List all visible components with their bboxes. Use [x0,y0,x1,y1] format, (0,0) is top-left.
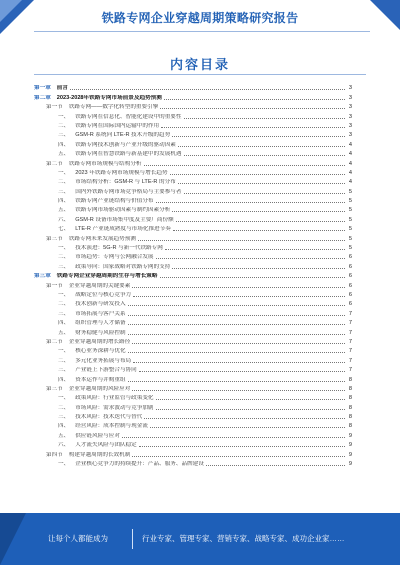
toc-entry[interactable] [34,458,352,467]
report-title: 铁路专网企业穿越周期策略研究报告 [101,11,299,25]
toc-entry-label [46,104,158,110]
toc-entry-number: 一、 [58,291,70,298]
toc-entry[interactable] [34,373,352,382]
toc-leader-dots [133,296,345,297]
toc-entry-text: 铁路专网产业链结构与价值分布 [75,198,154,205]
footer-divider [132,529,133,549]
toc-entry[interactable] [34,448,352,457]
toc-page-number: 3 [348,104,352,111]
toc-leader-dots [156,399,345,400]
toc-entry-number: 二、 [58,179,70,186]
toc-page-number: 9 [348,451,352,458]
toc-entry-text: 国内外铁路专网市场竞争格局与主要参与者 [75,188,182,195]
toc-entry[interactable] [34,232,352,241]
toc-leader-dots [172,211,345,212]
toc-leader-dots [184,155,346,156]
toc-entry-text: 技术风险：技术迭代与替代 [75,414,143,421]
toc-entry-number: 二、 [58,301,70,308]
toc-leader-dots [206,465,345,466]
toc-entry-number: 二、 [58,254,70,261]
toc-entry-label [58,367,137,373]
toc-entry-label [58,198,154,204]
toc-entry-number: 第二节 [46,338,63,345]
toc-entry-text: 企业核心竞争力的持续提升：产品、服务、品牌建设 [75,461,204,468]
toc-entry[interactable] [34,129,352,138]
toc-entry-text: 战略定位与核心竞争力 [75,291,132,298]
toc-entry-text: 铁路专网未来发展趋势预测 [68,235,136,242]
toc-entry-number: 一、 [58,169,70,176]
toc-entry-label [34,95,162,101]
toc-entry-label [58,264,170,270]
toc-entry-label [58,123,159,129]
toc-leader-dots [132,456,345,457]
toc-page-number: 4 [348,160,352,167]
toc-leader-dots [156,202,345,203]
toc-entry[interactable] [34,204,352,213]
toc-leader-dots [165,249,345,250]
toc-entry-label [58,151,182,157]
toc-page-number: 5 [348,235,352,242]
toc-entry-label [34,273,158,279]
toc-entry-number: 四、 [58,198,70,205]
toc-entry[interactable] [34,429,352,438]
toc-entry-label [58,179,176,185]
toc-entry-label [58,132,170,138]
toc-entry-number: 第三节 [46,385,63,392]
toc-entry-number: 五、 [58,151,70,158]
toc-entry-number: 四、 [58,423,70,430]
toc-entry[interactable] [34,110,352,119]
toc-entry-text: 市场拓展与客户关系 [75,310,126,317]
toc-entry-text: 经营风险：成本控制与现金流 [75,423,148,430]
toc-entry-text: 市场结构分析：GSM-R 与 LTE-R 的分布 [75,179,176,186]
toc-entry-text: 技术演进：5G-R 与新一代铁路专网 [75,245,163,252]
toc-entry-number: 三、 [58,414,70,421]
toc-entry[interactable] [34,91,352,100]
toc-entry-label [58,292,131,298]
toc-page-number: 5 [348,207,352,214]
toc-page-number: 8 [348,423,352,430]
toc-entry[interactable] [34,167,352,176]
toc-leader-dots [184,193,346,194]
toc-page-number: 3 [348,85,352,92]
toc-entry[interactable] [34,307,352,316]
toc-leader-dots [138,240,345,241]
toc-entry[interactable] [34,317,352,326]
toc-entry-text: 铁路专网——数字化转型的重要引擎 [68,104,159,111]
toc-entry-text: 2023-2028年铁路专网市场前景及趋势预测 [56,94,162,101]
toc-page-number: 7 [348,348,352,355]
toc-entry-label [58,433,120,439]
toc-page-number: 4 [348,141,352,148]
toc-leader-dots [170,174,345,175]
toc-page-number: 3 [348,132,352,139]
toc-entry[interactable] [34,270,352,279]
toc-leader-dots [172,268,345,269]
toc-entry[interactable] [34,148,352,157]
toc-entry-text: 2023 年铁路专网市场规模与增长趋势 [75,169,168,176]
toc-page-number: 7 [348,338,352,345]
toc-entry-number: 第一节 [46,282,63,289]
toc-entry-number: 一、 [58,395,70,402]
toc-entry-text: LTE-R 产业链成熟度与市场化推进节奏 [75,226,171,233]
toc-entry-number: 三、 [58,367,70,374]
toc-leader-dots [160,277,346,278]
toc-page-number: 5 [348,216,352,223]
toc-entry-label [58,142,176,148]
toc-entry-text: 供应链风险与应对 [75,432,120,439]
toc-entry-text: 铁路专网在信息化、智能化建设中的重要性 [75,113,182,120]
toc-leader-dots [133,362,345,363]
toc-entry[interactable] [34,326,352,335]
toc-entry-label [46,236,136,242]
toc-entry-number: 第二章 [34,94,51,101]
toc-leader-dots [150,427,345,428]
toc-page-number: 9 [348,461,352,468]
toc-page-number: 9 [348,432,352,439]
toc-entry-text: 组织管理与人才储备 [75,320,126,327]
toc-entry[interactable] [34,392,352,401]
toc-page-number: 3 [348,113,352,120]
toc-entry-label [58,358,131,364]
toc-entry-number: 第二节 [46,160,63,167]
toc-page-number: 5 [348,198,352,205]
toc-leader-dots [70,89,345,90]
toc-entry-number: 二、 [58,122,70,129]
toc-leader-dots [184,118,346,119]
toc-entry-label [58,226,171,232]
toc-entry[interactable] [34,383,352,392]
toc-page-number: 8 [348,414,352,421]
toc-page-number: 3 [348,94,352,101]
toc-entry-number: 五、 [58,207,70,214]
toc-page-number: 3 [348,122,352,129]
toc-entry[interactable] [34,420,352,429]
toc-leader-dots [178,146,345,147]
toc-entry-number: 第一章 [34,85,51,92]
toc-leader-dots [128,381,345,382]
toc-page-number: 6 [348,282,352,289]
toc-entry[interactable] [34,279,352,288]
toc-entry-text: 铁路专网在国际国内运输中的作用 [75,122,160,129]
toc-entry[interactable] [34,289,352,298]
toc-leader-dots [156,258,345,259]
toc-page-number: 8 [348,395,352,402]
toc-entry[interactable] [34,336,352,345]
toc-entry[interactable] [34,176,352,185]
toc-entry-text: 铁路专网市场规模与结构分析 [68,160,142,167]
toc-entry-text: GSM-R 设备市场集中度及主要厂商份额 [75,216,174,223]
toc-entry-number: 二、 [58,404,70,411]
toc-leader-dots [172,136,345,137]
toc-entry-number: 二、 [58,357,70,364]
toc-entry-label [58,217,174,223]
toc-page-number: 8 [348,404,352,411]
toc-entry[interactable] [34,345,352,354]
toc-page-number: 6 [348,291,352,298]
toc-entry-label [58,377,126,383]
footer-corner-decoration [0,513,26,565]
toc-leader-dots [161,127,345,128]
page-header [0,0,400,34]
toc-entry-label [58,405,154,411]
toc-leader-dots [128,334,345,335]
toc-leader-dots [128,315,345,316]
toc-entry-text: 资本运作与并购重组 [75,376,126,383]
toc-entry-number: 一、 [58,113,70,120]
toc-leader-dots [173,230,345,231]
toc-entry-label [46,161,142,167]
toc-entry-number: 六、 [58,216,70,223]
toc-leader-dots [176,221,345,222]
toc-leader-dots [122,437,345,438]
toc-entry[interactable] [34,242,352,251]
toc-entry-number: 七、 [58,226,70,233]
toc-leader-dots [132,343,345,344]
toc-page-number: 5 [348,226,352,233]
toc-page-number: 6 [348,254,352,261]
toc-entry-text: 铁路专网在智慧铁路与新基建中的发展机遇 [75,151,182,158]
toc-entry-label [58,461,204,467]
toc-leader-dots [128,352,345,353]
footer-slogan-lead: 让每个人都能成为 [48,534,108,543]
toc-entry-label [46,452,130,458]
toc-entry-label [58,245,163,251]
toc-entry-number: 第一节 [46,104,63,111]
toc-entry-label [34,85,68,91]
toc-page-number: 6 [348,273,352,280]
toc-entry[interactable] [34,157,352,166]
toc-entry-number: 第四节 [46,451,63,458]
toc-entry-text: 企业穿越周期的关键要素 [68,282,131,289]
toc-page-number: 7 [348,357,352,364]
toc-entry[interactable] [34,354,352,363]
toc-leader-dots [178,183,345,184]
toc-entry-label [58,348,126,354]
toc-leader-dots [139,446,345,447]
toc-entry-number: 一、 [58,245,70,252]
toc-entry-label [58,207,170,213]
toc-entry-label [58,330,126,336]
toc-heading: 内容目录 [169,57,230,72]
toc-leader-dots [128,324,345,325]
toc-page-number: 4 [348,179,352,186]
toc-entry-number: 五、 [58,329,70,336]
toc-page-number: 7 [348,310,352,317]
toc-entry-label [58,395,154,401]
toc-leader-dots [144,165,345,166]
toc-page-number: 8 [348,385,352,392]
toc-entry-label [58,170,168,176]
toc-entry-text: 铁路专网技术创新与产业升级的驱动因素 [75,141,176,148]
toc-page-number: 4 [348,151,352,158]
toc-entry[interactable] [34,364,352,373]
toc-leader-dots [132,287,345,288]
toc-entry-text: 企业穿越周期的增长路径 [68,338,131,345]
toc-entry[interactable] [34,185,352,194]
toc-entry-text: GSM-R 系统向 LTE-R 技术升级的趋势 [75,132,171,139]
toc-entry-text: 铁路专网市场驱动因素与制约因素分析 [75,207,171,214]
toc-entry-label [46,386,130,392]
toc-leader-dots [128,305,345,306]
toc-page-number: 5 [348,188,352,195]
toc-entry-number: 三、 [58,188,70,195]
toc-entry-label [58,442,137,448]
toc-entry-label [58,301,126,307]
toc-entry[interactable] [34,251,352,260]
toc-entry-label [46,283,130,289]
header-divider [34,31,370,32]
toc-page-number: 6 [348,301,352,308]
toc-entry-text: 核心业务深耕与优化 [75,348,126,355]
toc-page-number: 5 [348,245,352,252]
toc-entry-text: 市场风险：需求波动与竞争加剧 [75,404,154,411]
toc-entry[interactable] [34,260,352,269]
toc-entry-text: 财务稳健与风险控制 [75,329,126,336]
toc-entry-text: 铁路专网企业穿越周期的生存与增长策略 [56,273,158,280]
toc-leader-dots [144,418,345,419]
toc-entry-text: 前言 [56,85,68,92]
toc-entry-number: 一、 [58,461,70,468]
toc-entry[interactable] [34,82,352,91]
toc-entry-label [46,339,130,345]
toc-page-number: 9 [348,442,352,449]
toc-page-number: 6 [348,263,352,270]
toc-entry[interactable] [34,439,352,448]
footer-slogan-roles: 行业专家、管理专家、营销专家、战略专家、成功企业家…… [142,534,345,543]
toc-page-number: 8 [348,376,352,383]
toc-entry-number: 三、 [58,310,70,317]
toc-entry[interactable] [34,195,352,204]
toc-entry[interactable] [34,223,352,232]
toc-entry[interactable] [34,101,352,110]
toc-entry-number: 第三章 [34,273,51,280]
toc-entry-label [58,320,126,326]
toc-entry[interactable] [34,120,352,129]
toc-entry[interactable] [34,138,352,147]
toc-entry[interactable] [34,213,352,222]
toc-entry-number: 第三节 [46,235,63,242]
toc-entry[interactable] [34,298,352,307]
toc-entry-number: 四、 [58,376,70,383]
toc-entry-text: 人才流失风险与团队稳定 [75,442,137,449]
toc-leader-dots [139,371,345,372]
toc-page-number: 4 [348,169,352,176]
toc-entry[interactable] [34,411,352,420]
toc-entry-label [58,254,154,260]
toc-page-number: 7 [348,320,352,327]
toc-entry-text: 构建穿越周期的长效机制 [68,451,131,458]
table-of-contents [34,82,352,467]
toc-entry-label [58,189,182,195]
toc-entry-number: 四、 [58,141,70,148]
toc-entry-number: 三、 [58,263,70,270]
toc-entry-text: 企业穿越周期的风险应对 [68,385,131,392]
toc-entry-label [58,414,142,420]
toc-entry-number: 三、 [58,132,70,139]
toc-divider [34,74,366,75]
toc-entry-text: 政策导向：国家战略对铁路专网的支持 [75,263,171,270]
toc-entry-text: 市场趋势：专网与公网融合发展 [75,254,154,261]
toc-entry-number: 一、 [58,348,70,355]
toc-entry-text: 技术创新与研发投入 [75,301,126,308]
toc-entry-number: 六、 [58,442,70,449]
toc-leader-dots [164,99,345,100]
toc-entry-label [58,311,126,317]
toc-entry[interactable] [34,401,352,410]
toc-entry-text: 产业链上下游整合与协同 [75,367,137,374]
toc-entry-text: 多元化业务拓展与布局 [75,357,132,364]
toc-entry-number: 五、 [58,432,70,439]
toc-page-number: 7 [348,329,352,336]
toc-leader-dots [160,108,345,109]
toc-leader-dots [132,390,345,391]
toc-entry-label [58,114,182,120]
toc-entry-number: 四、 [58,320,70,327]
toc-page-number: 7 [348,367,352,374]
toc-entry-label [58,423,148,429]
toc-entry-text: 政策风险：行业监管与政策变化 [75,395,154,402]
toc-leader-dots [156,409,345,410]
page-footer [0,513,400,565]
